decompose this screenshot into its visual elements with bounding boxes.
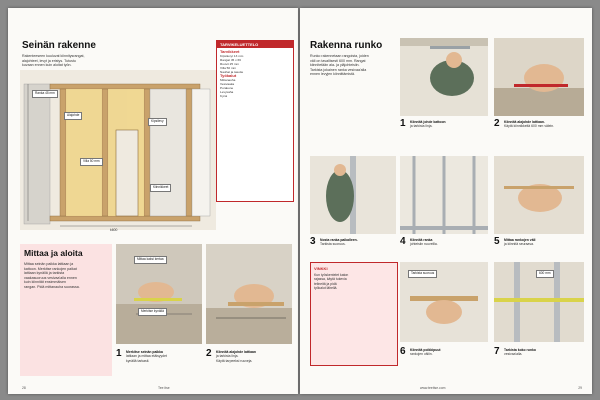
step-number: 3 — [310, 236, 316, 247]
step-2-photo — [206, 244, 292, 344]
step-1-photo — [400, 38, 488, 116]
step-number: 5 — [494, 236, 500, 247]
right-intro: Runko rakennetaan rangoista, joiden väli on tavallisesti 600 mm. Rangat kiinnitetään ala- ja yläjohteisiin. Tarkista jokainen ranka vesivaa'alla ennen levyjen kiinnittämistä. — [310, 54, 369, 77]
step-caption: Merkitse seinän paikka lattiaan ja mittaa etäisyydet kynällä tarkasti. — [126, 350, 167, 363]
step-number: 7 — [494, 346, 500, 357]
diagram-label: Kiinnikkeet — [150, 184, 171, 192]
page-number: 28 — [22, 386, 26, 390]
photo-tag: Tarkista suoruus — [408, 270, 437, 278]
diagram-label: Ranka 45 mm — [32, 90, 58, 98]
magazine-name: Tee itse — [158, 386, 170, 390]
step-number: 1 — [116, 348, 122, 359]
step-caption: Kiinnitä johde kattoon ja tarkista linja. — [410, 120, 446, 129]
step-caption: Tarkista koko runko vesivaa'alla. — [504, 348, 536, 357]
step-caption: Kiinnitä poikkipuut rankojen väliin. — [410, 348, 441, 357]
photo-tag: 600 mm — [536, 270, 554, 278]
step-caption: Kiinnitä alajohde lattiaan. Käytä kiinnikkeitä 600 mm välein. — [504, 120, 555, 129]
section-title: Mittaa ja aloita — [24, 248, 83, 258]
diagram-dimension: k600 — [110, 228, 118, 232]
page-number: 29 — [578, 386, 582, 390]
right-page — [300, 8, 592, 394]
step-2-photo — [494, 38, 584, 116]
step-4-photo — [400, 156, 488, 234]
right-page-title: Rakenna runko — [310, 40, 383, 51]
step-caption: Mittaa rankojen väli ja kiinnitä seuraava. — [504, 238, 536, 247]
section-text: Mittaa seinän paikka lattiaan ja kattoon. Merkitse rankojen paikat lattiaan kynällä ja tarkista vaakasuoruus vesivaa'alla ennen kuin kiinnität ensimmäisen rangan. Pidä mittanauha suorassa. — [24, 262, 80, 289]
step-caption: Kiinnitä alajohde lattiaan ja tarkista linja. Käytä tarpeeksi ruuveja. — [216, 350, 256, 363]
diagram-label: Alajohde — [64, 112, 82, 120]
left-page-title: Seinän rakenne — [22, 40, 96, 51]
magazine-url: www.teeitse.com — [420, 386, 446, 390]
step-5-photo — [494, 156, 584, 234]
step-number: 2 — [494, 118, 500, 129]
supplies-list: Tarvikkeet Kipsilevyt 13 mm Rangat 45 x 66 Ruuvit 25 mm Villa 50 mm Nauhat ja tasoite Työkalut Mittanauha Vesivaaka Porakone Levysaha Kynä — [220, 49, 244, 98]
step-caption: Kiinnitä ranka johteisiin ruuveilla. — [410, 238, 438, 247]
step-caption: Nosta ranka paikalleen. Tarkista suoruus. — [320, 238, 358, 247]
diagram-label: Villa 50 mm — [80, 158, 103, 166]
diagram-label: Kipsilevy — [148, 118, 167, 126]
photo-tag: Mittaa kaksi kertaa — [134, 256, 167, 264]
tip-box — [310, 262, 398, 366]
supplies-header: TARVIKELUETTELO — [217, 41, 293, 48]
left-page — [8, 8, 298, 394]
step-number: 1 — [400, 118, 406, 129]
tip-text: Kun työskentelet katon rajassa, käytä tukevia telineitä ja pidä työkalut lähellä. — [314, 273, 349, 290]
left-intro: Rakenteeseen kuuluvat kiinnitysrangat, alajohteet, levyt ja eristys. Tutustu kuvaan ennen kuin aloitat työn. — [22, 54, 85, 68]
step-number: 6 — [400, 346, 406, 357]
photo-tag: Merkitse kynällä — [138, 308, 167, 316]
step-3-photo — [310, 156, 396, 234]
step-number: 2 — [206, 348, 212, 359]
supplies-box — [216, 40, 294, 202]
tip-title: VINKKI — [314, 266, 328, 271]
step-number: 4 — [400, 236, 406, 247]
